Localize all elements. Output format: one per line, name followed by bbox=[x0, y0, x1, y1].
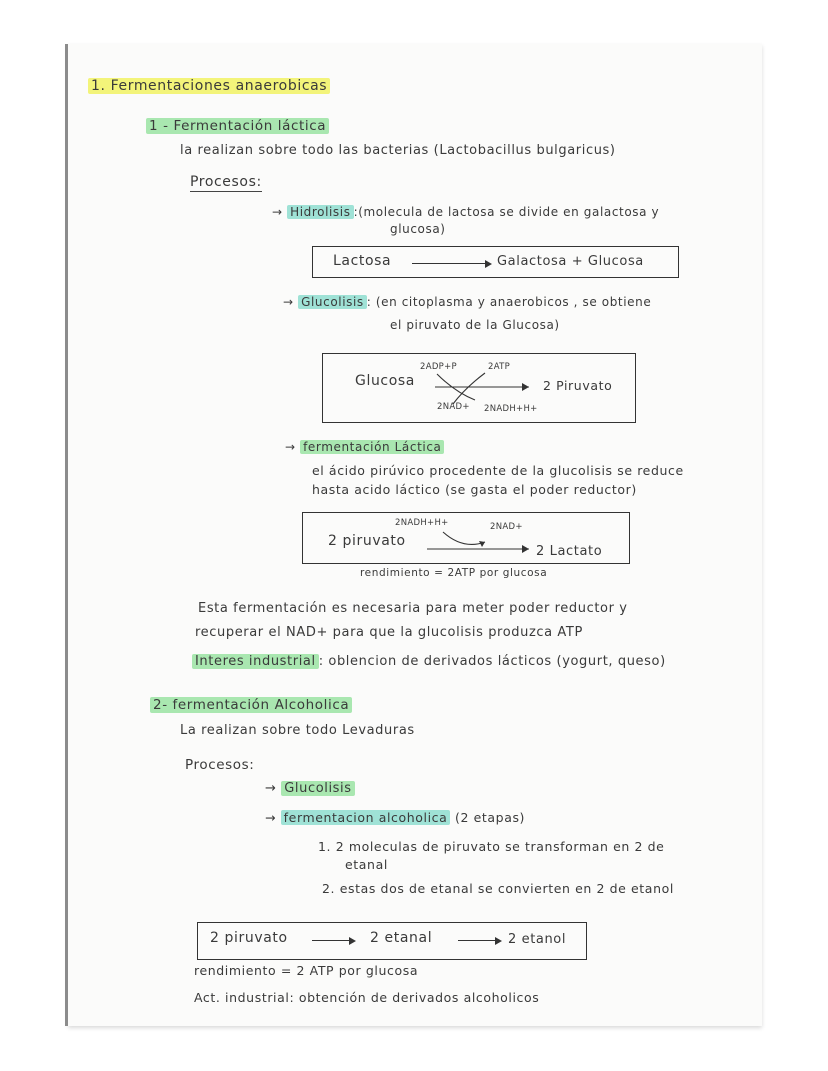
piruvato-2-label: 2 piruvato bbox=[328, 533, 406, 549]
alcoholic-title bbox=[150, 697, 352, 713]
arrow-right-icon: → bbox=[272, 205, 288, 219]
alc-box-arrow-2 bbox=[458, 940, 500, 941]
alc-step-1-label: Glucolisis bbox=[281, 781, 354, 796]
alc-sub-2: 2. estas dos de etanal se convierten en 2 de etanol bbox=[322, 881, 674, 896]
glucolisis-text: : (en citoplasma y anaerobicos , se obtiene bbox=[366, 295, 652, 309]
hidrolisis-text-2: glucosa) bbox=[390, 222, 446, 236]
adp-label: 2ADP+P bbox=[420, 362, 457, 372]
alcoholic-title-text: 2- fermentación Alcoholica bbox=[150, 697, 352, 713]
hidrolisis-line bbox=[272, 205, 659, 219]
glucolisis-text-2: el piruvato de la Glucosa) bbox=[390, 318, 560, 332]
nad-label: 2NAD+ bbox=[437, 402, 470, 412]
arrow-right-icon: → bbox=[283, 295, 299, 309]
alc-sub-1: 1. 2 moleculas de piruvato se transforman en 2 de bbox=[318, 839, 665, 854]
lactic-title-text: 1 - Fermentación láctica bbox=[146, 118, 329, 134]
alc-step-fermentacion bbox=[265, 810, 525, 825]
interes-industrial bbox=[192, 654, 666, 669]
atp-label: 2ATP bbox=[488, 362, 511, 372]
lactic-note-1: Esta fermentación es necesaria para meter poder reductor y bbox=[198, 601, 628, 616]
ferm-lactica-label: fermentación Láctica bbox=[300, 440, 444, 454]
ferm-lactica-text-2: hasta acido láctico (se gasta el poder reductor) bbox=[312, 482, 637, 497]
alc-step-glucolisis bbox=[265, 781, 355, 796]
galactosa-glucosa-label: Galactosa + Glucosa bbox=[497, 254, 644, 269]
alc-step-2-label: fermentacion alcoholica bbox=[281, 810, 451, 825]
hidrolisis-text: :(molecula de lactosa se divide en galactosa y bbox=[353, 205, 660, 219]
section-title bbox=[88, 78, 330, 94]
alc-box-arrow-1 bbox=[312, 940, 354, 941]
arrow-right-icon: → bbox=[265, 781, 282, 796]
section-title-text: 1. Fermentaciones anaerobicas bbox=[88, 78, 330, 94]
interes-label: Interes industrial bbox=[192, 654, 319, 669]
lactic-intro: la realizan sobre todo las bacterias (Lactobacillus bulgaricus) bbox=[180, 143, 616, 158]
nadh-label: 2NADH+H+ bbox=[484, 404, 538, 414]
arrow-right-icon: → bbox=[285, 440, 301, 454]
alcoholic-intro: La realizan sobre todo Levaduras bbox=[180, 723, 415, 738]
lactic-title bbox=[146, 118, 329, 134]
ferm-lactica-text-1: el ácido pirúvico procedente de la glucolisis se reduce bbox=[312, 463, 684, 478]
glucolisis-line bbox=[283, 295, 651, 309]
lactic-rendimiento: rendimiento = 2ATP por glucosa bbox=[360, 567, 548, 579]
alc-box-piruvato: 2 piruvato bbox=[210, 930, 288, 946]
glucosa-arrows bbox=[425, 370, 535, 406]
glucolisis-label: Glucolisis bbox=[298, 295, 367, 309]
alc-box-etanol: 2 etanol bbox=[508, 932, 567, 947]
lactosa-label: Lactosa bbox=[333, 253, 392, 269]
ferm-lactica-line bbox=[285, 440, 444, 454]
alcoholic-procesos: Procesos: bbox=[185, 757, 255, 773]
box1-arrow bbox=[412, 263, 490, 264]
lactato-label: 2 Lactato bbox=[536, 544, 603, 559]
arrow-right-icon: → bbox=[265, 810, 281, 825]
lactic-procesos-text: Procesos: bbox=[190, 174, 262, 190]
lactic-note-2: recuperar el NAD+ para que la glucolisis produzca ATP bbox=[195, 625, 583, 640]
alc-box-etanal: 2 etanal bbox=[370, 930, 433, 946]
nadh-h-label: 2NADH+H+ bbox=[395, 518, 449, 528]
alc-act-industrial: Act. industrial: obtención de derivados alcoholicos bbox=[194, 990, 540, 1005]
lactato-arrows bbox=[425, 528, 535, 556]
alc-sub-1b: etanal bbox=[345, 857, 388, 872]
lactic-procesos bbox=[190, 174, 262, 190]
interes-text: : oblencion de derivados lácticos (yogurt, queso) bbox=[318, 654, 666, 669]
piruvato-label: 2 Piruvato bbox=[543, 378, 613, 393]
hidrolisis-label: Hidrolisis bbox=[287, 205, 354, 219]
alc-rendimiento: rendimiento = 2 ATP por glucosa bbox=[194, 963, 419, 978]
nad-plus-label: 2NAD+ bbox=[490, 522, 523, 532]
alc-step-2-note: (2 etapas) bbox=[455, 810, 526, 825]
glucosa-label: Glucosa bbox=[355, 373, 415, 389]
